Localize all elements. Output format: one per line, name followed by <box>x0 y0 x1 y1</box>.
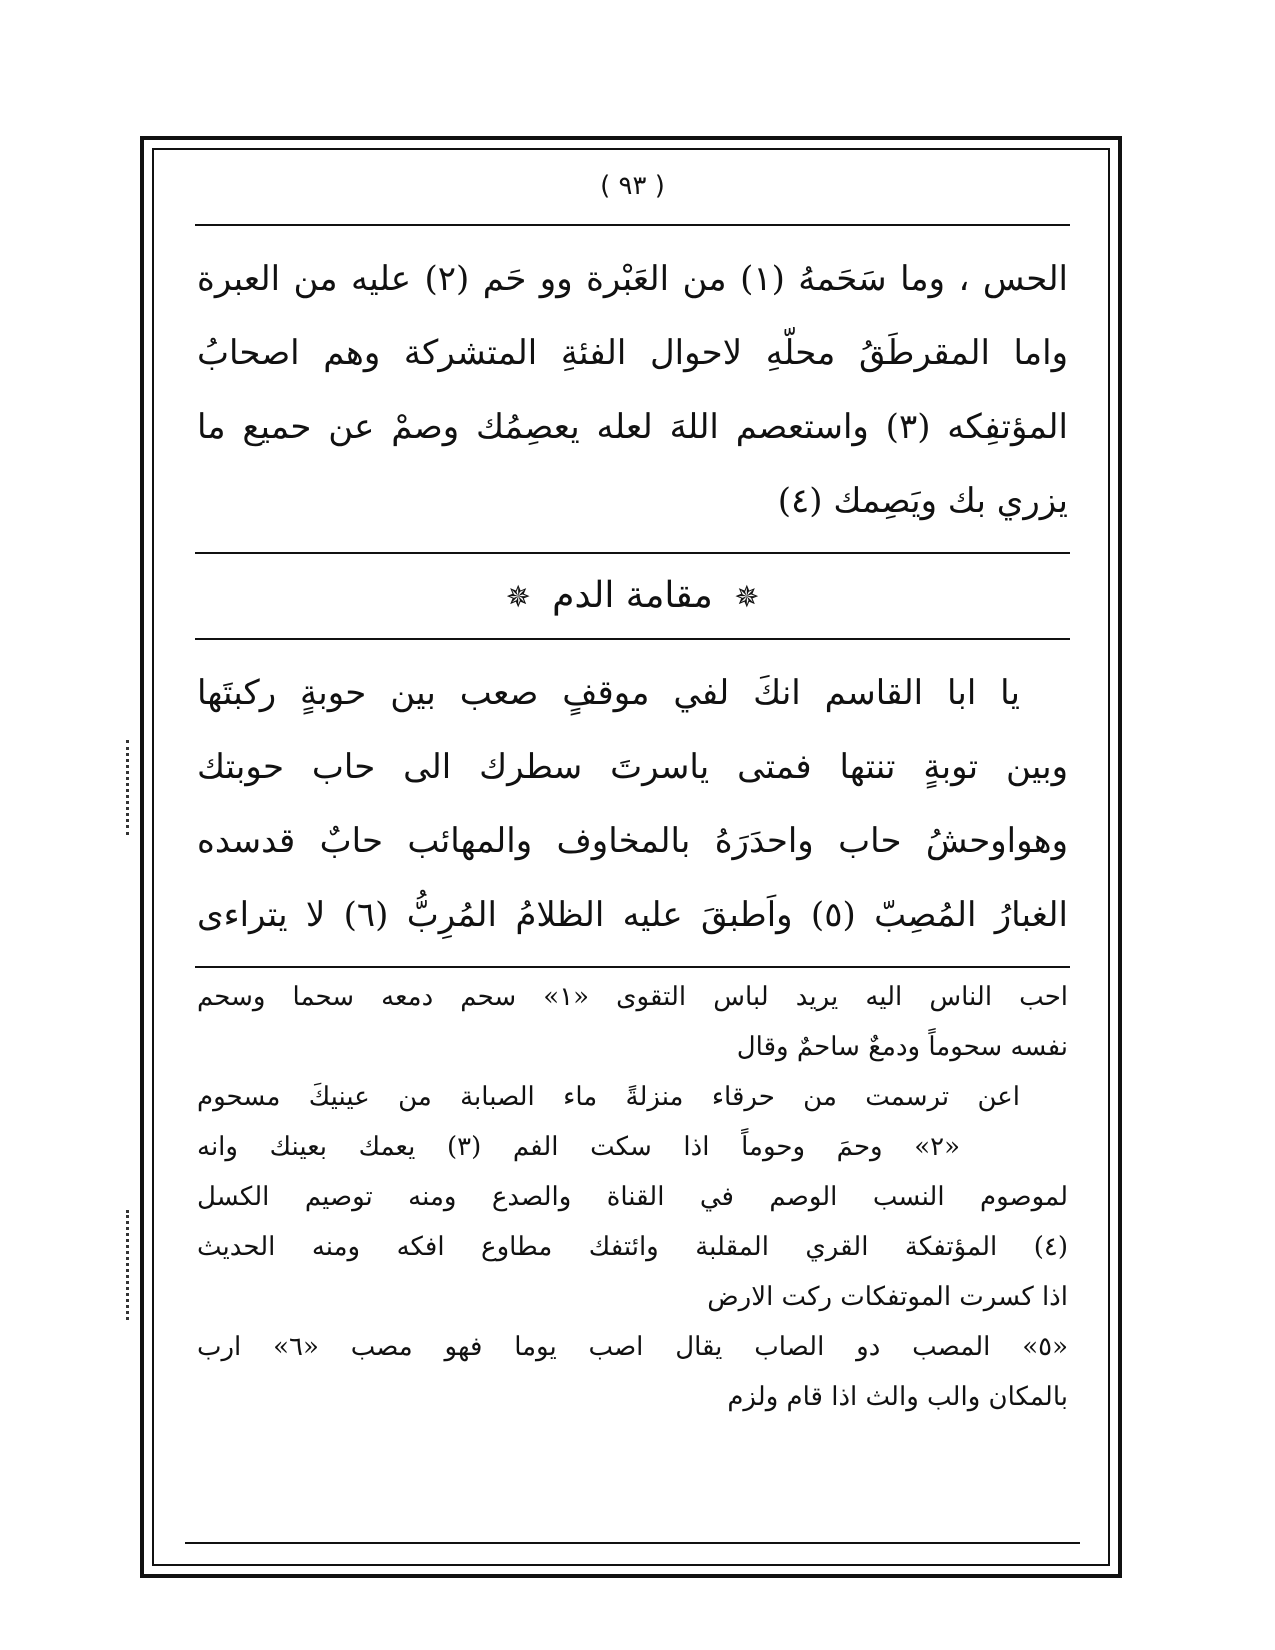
footnote-line: (٤) المؤتفكة القري المقلبة وائتفك مطاوع افكه ومنه الحديث <box>197 1232 1068 1262</box>
text-line: الحس ، وما سَحَمهُ (١) من العَبْرة وو حَم (٢) عليه من العبرة <box>197 259 1068 299</box>
page-number: ( ٩٣ ) <box>600 171 665 201</box>
text-line: واما المقرطَقُ محلّهِ لاحوال الفئةِ المتشركة وهم اصحابُ <box>197 333 1068 373</box>
margin-specks-lower <box>126 1210 137 1320</box>
main-paragraph <box>185 656 1080 952</box>
star-ornament-icon: ✵ <box>734 580 760 615</box>
text-line: وهواوحشُ حاب واحدَرَهُ بالمخاوف والمهائب حابٌ قدسده <box>197 821 1068 861</box>
footnote-line: نفسه سحوماً ودمعٌ ساحمٌ وقال <box>736 1032 1068 1062</box>
footnote-line: اذا كسرت الموتفكات ركت الارض <box>707 1282 1068 1312</box>
header-rule <box>195 224 1070 226</box>
section-rule-bottom <box>195 638 1070 640</box>
footnotes <box>185 972 1080 1422</box>
footnote-line: اعن ترسمت من حرقاء منزلةً ماء الصبابة من عينيكَ مسحوم <box>197 1082 1020 1112</box>
footnote-line: احب الناس اليه يريد لباس التقوى «١» سحم دمعه سحما وسحم <box>197 982 1068 1012</box>
margin-specks <box>126 740 137 835</box>
star-ornament-icon: ✵ <box>505 580 531 615</box>
section-rule-top <box>195 552 1070 554</box>
text-line: يا ابا القاسم انكَ لفي موقفٍ صعب بين حوبةٍ ركبتَها <box>197 673 1020 713</box>
section-title: مقامة الدم <box>552 575 713 616</box>
footer-rule <box>185 1542 1080 1544</box>
footnote-line: «٥» المصب دو الصاب يقال اصب يوما فهو مصب «٦» ارب <box>197 1332 1068 1362</box>
text-line: وبين توبةٍ تنتها فمتى ياسرتَ سطرك الى حاب حوبتك <box>197 747 1068 787</box>
footnote-line: «٢» وحمَ وحوماً اذا سكت الفم (٣) يعمك بعينك وانه <box>197 1132 961 1162</box>
text-line: الغبارُ المُصِبّ (٥) واَطبقَ عليه الظلامُ المُرِبُّ (٦) لا يتراءى <box>197 895 1068 935</box>
footnotes-rule <box>195 966 1070 968</box>
page-content <box>185 160 1080 1550</box>
footnote-line: لموصوم النسب الوصم في القناة والصدع ومنه توصيم الكسل <box>197 1182 1068 1212</box>
top-paragraph <box>185 242 1080 538</box>
text-line: المؤتفِكه (٣) واستعصم اللهَ لعله يعصِمُك وصمْ عن حميع ما <box>197 407 1068 447</box>
footnote-line: بالمكان والب والث اذا قام ولزم <box>727 1382 1068 1412</box>
text-line: يزري بك ويَصِمك (٤) <box>777 481 1068 521</box>
section-heading <box>185 560 1080 632</box>
